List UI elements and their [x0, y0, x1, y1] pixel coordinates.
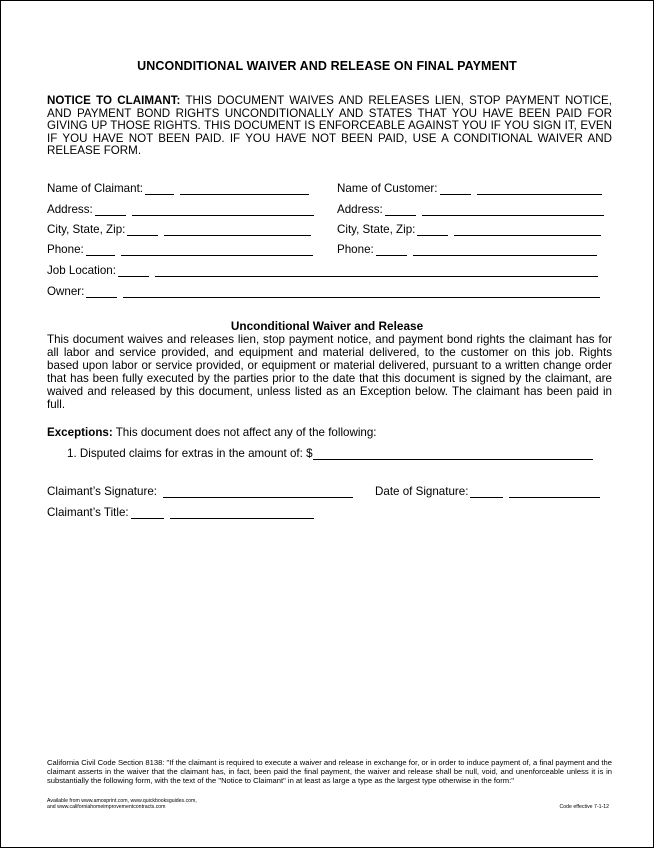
claimant-signature-field[interactable] — [47, 484, 353, 498]
claimant-signature-line[interactable] — [163, 485, 353, 498]
name-of-claimant-line-b[interactable] — [180, 182, 309, 195]
phone-right-label: Phone: — [337, 243, 374, 256]
code-effective-date: Code effective 7-1-12 — [559, 804, 609, 810]
date-line-b[interactable] — [509, 485, 600, 498]
exception-item-1[interactable] — [67, 446, 593, 460]
notice-text: THIS DOCUMENT WAIVES AND RELEASES LIEN, STOP PAYMENT NOTICE, AND PAYMENT BOND RIGHTS UNCONDITIONALLY AND STATES THAT YOU HAVE BEEN PAID FOR GIVING UP THOSE RIGHTS. THIS DOCUMENT IS ENFORCEABLE AGAINST YOU IF YOU SIGN IT, EVEN IF YOU HAVE NOT BEEN PAID. IF YOU HAVE NOT BEEN PAID, USE A CONDITIONAL WAIVER AND RELEASE FORM. — [47, 94, 612, 158]
claimant-title-line-a[interactable] — [131, 506, 164, 519]
owner-label: Owner: — [47, 285, 85, 298]
exceptions-label: Exceptions: — [47, 426, 113, 439]
phone-right-line-b[interactable] — [413, 243, 597, 256]
disputed-amount-line[interactable] — [313, 447, 593, 460]
name-of-claimant-label: Name of Claimant: — [47, 182, 144, 195]
phone-left-line-a[interactable] — [86, 243, 115, 256]
owner-line-b[interactable] — [123, 285, 600, 298]
name-of-claimant-line-a[interactable] — [145, 182, 174, 195]
name-of-customer-line-b[interactable] — [477, 182, 602, 195]
owner-line-a[interactable] — [86, 285, 117, 298]
name-of-customer-label: Name of Customer: — [337, 182, 438, 195]
city-left-line-a[interactable] — [127, 223, 158, 236]
phone-left-line-b[interactable] — [121, 243, 313, 256]
name-of-customer-field[interactable] — [337, 181, 602, 195]
job-location-label: Job Location: — [47, 264, 116, 277]
exceptions-line — [47, 426, 377, 439]
phone-left-field[interactable] — [47, 242, 313, 256]
date-line-a[interactable] — [470, 485, 503, 498]
address-right-label: Address: — [337, 203, 383, 216]
owner-field[interactable] — [47, 284, 600, 298]
phone-right-line-a[interactable] — [376, 243, 407, 256]
job-location-line-a[interactable] — [118, 264, 149, 277]
name-of-customer-line-a[interactable] — [440, 182, 471, 195]
address-right-line-a[interactable] — [385, 203, 416, 216]
release-body: This document waives and releases lien, stop payment notice, and payment bond rights the claimant has for all labor and service provided, and equipment and material delivered, to the customer on this job. Rights based upon labor or service provided, or equipment or material delivered, pursuant to a written change order that has been fully executed by the parties prior to the date that this document is signed by the claimant, are waived and released by this document, unless listed as an Exception below. The claimant has been paid in full. — [47, 333, 612, 412]
availability-note — [47, 798, 197, 810]
city-right-line-b[interactable] — [454, 223, 601, 236]
notice-to-claimant — [47, 95, 612, 158]
section-title: Unconditional Waiver and Release — [230, 319, 424, 333]
date-of-signature-label: Date of Signature: — [375, 485, 469, 498]
address-right-line-b[interactable] — [422, 203, 604, 216]
availability-line-1: Available from www.amosprint.com, www.quickbooksguides.com, — [47, 798, 197, 804]
claimant-title-label: Claimant’s Title: — [47, 506, 129, 519]
city-state-zip-left-label: City, State, Zip: — [47, 223, 126, 236]
address-right-field[interactable] — [337, 202, 604, 216]
address-left-line-b[interactable] — [132, 203, 314, 216]
city-state-zip-right-label: City, State, Zip: — [337, 223, 416, 236]
notice-label: NOTICE TO CLAIMANT: — [47, 94, 181, 107]
claimant-title-field[interactable] — [47, 505, 314, 519]
address-left-line-a[interactable] — [95, 203, 126, 216]
address-left-label: Address: — [47, 203, 93, 216]
exception-item-1-label: 1. Disputed claims for extras in the amount of: $ — [67, 447, 313, 460]
date-of-signature-field[interactable] — [375, 484, 600, 498]
phone-right-field[interactable] — [337, 242, 597, 256]
availability-line-2: and www.californiahomeimprovementcontracts.com — [47, 804, 166, 810]
city-left-line-b[interactable] — [164, 223, 311, 236]
city-state-zip-right-field[interactable] — [337, 222, 601, 236]
address-left-field[interactable] — [47, 202, 314, 216]
claimant-signature-label: Claimant’s Signature: — [47, 485, 157, 498]
city-right-line-a[interactable] — [417, 223, 448, 236]
document-title: UNCONDITIONAL WAIVER AND RELEASE ON FINAL PAYMENT — [137, 59, 517, 73]
civil-code-notice: California Civil Code Section 8138: "If the claimant is required to execute a waiver and release in exchange for, or in order to induce payment of, a final payment and the claimant asserts in the waiver that the claimant has, in fact, been paid the final payment, the waiver and release shall be null, void, and unenforceable unless it is in substantially the following form, with the text of the "Notice to Claimant" in at least as large a type as the largest type otherwise in the form:" — [47, 758, 612, 785]
city-state-zip-left-field[interactable] — [47, 222, 311, 236]
claimant-title-line-b[interactable] — [170, 506, 314, 519]
job-location-field[interactable] — [47, 263, 598, 277]
exceptions-text: This document does not affect any of the following: — [112, 426, 377, 439]
name-of-claimant-field[interactable] — [47, 181, 309, 195]
phone-left-label: Phone: — [47, 243, 84, 256]
job-location-line-b[interactable] — [155, 264, 598, 277]
